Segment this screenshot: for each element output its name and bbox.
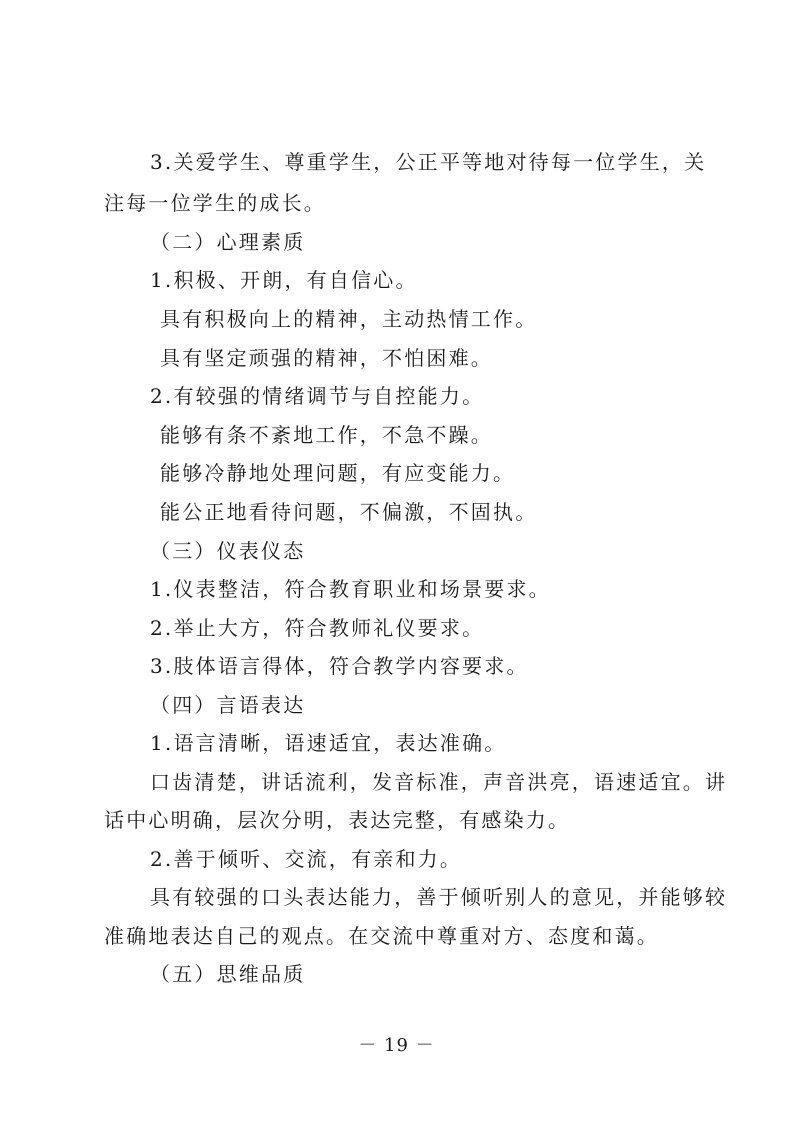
paragraph-line: 能够冷静地处理问题，有应变能力。 — [160, 461, 516, 485]
paragraph-line: 2.有较强的情绪调节与自控能力。 — [150, 384, 485, 408]
section-heading: （三）仪表仪态 — [150, 539, 306, 563]
paragraph-line: 具有坚定顽强的精神，不怕困难。 — [160, 346, 493, 370]
section-heading: （二）心理素质 — [150, 230, 306, 254]
paragraph-line: 能够有条不紊地工作，不急不躁。 — [160, 423, 493, 447]
section-heading: （五）思维品质 — [150, 962, 306, 986]
paragraph-line: 能公正地看待问题，不偏激，不固执。 — [160, 500, 538, 524]
paragraph-line: 准确地表达自己的观点。在交流中尊重对方、态度和蔼。 — [104, 924, 659, 948]
paragraph-line: 具有积极向上的精神，主动热情工作。 — [160, 307, 538, 331]
paragraph-line: 2.举止大方，符合教师礼仪要求。 — [150, 616, 485, 640]
paragraph-line: 2.善于倾听、交流，有亲和力。 — [150, 847, 463, 871]
paragraph-line: 3.关爱学生、尊重学生，公正平等地对待每一位学生，关 — [150, 150, 707, 174]
paragraph-line: 3.肢体语言得体，符合教学内容要求。 — [150, 654, 529, 678]
page-number: － 19 － — [358, 1035, 435, 1056]
section-heading: （四）言语表达 — [150, 693, 306, 717]
paragraph-line: 1.语言清晰，语速适宜，表达准确。 — [150, 731, 507, 755]
paragraph-line: 1.积极、开朗，有自信心。 — [150, 268, 418, 292]
paragraph-line: 口齿清楚，讲话流利，发音标准，声音洪亮，语速适宜。讲 — [150, 770, 728, 794]
paragraph-line: 具有较强的口头表达能力，善于倾听别人的意见，并能够较 — [150, 885, 728, 909]
paragraph-line: 注每一位学生的成长。 — [104, 191, 326, 215]
paragraph-line: 1.仪表整洁，符合教育职业和场景要求。 — [150, 577, 551, 601]
paragraph-line: 话中心明确，层次分明，表达完整，有感染力。 — [104, 808, 571, 832]
